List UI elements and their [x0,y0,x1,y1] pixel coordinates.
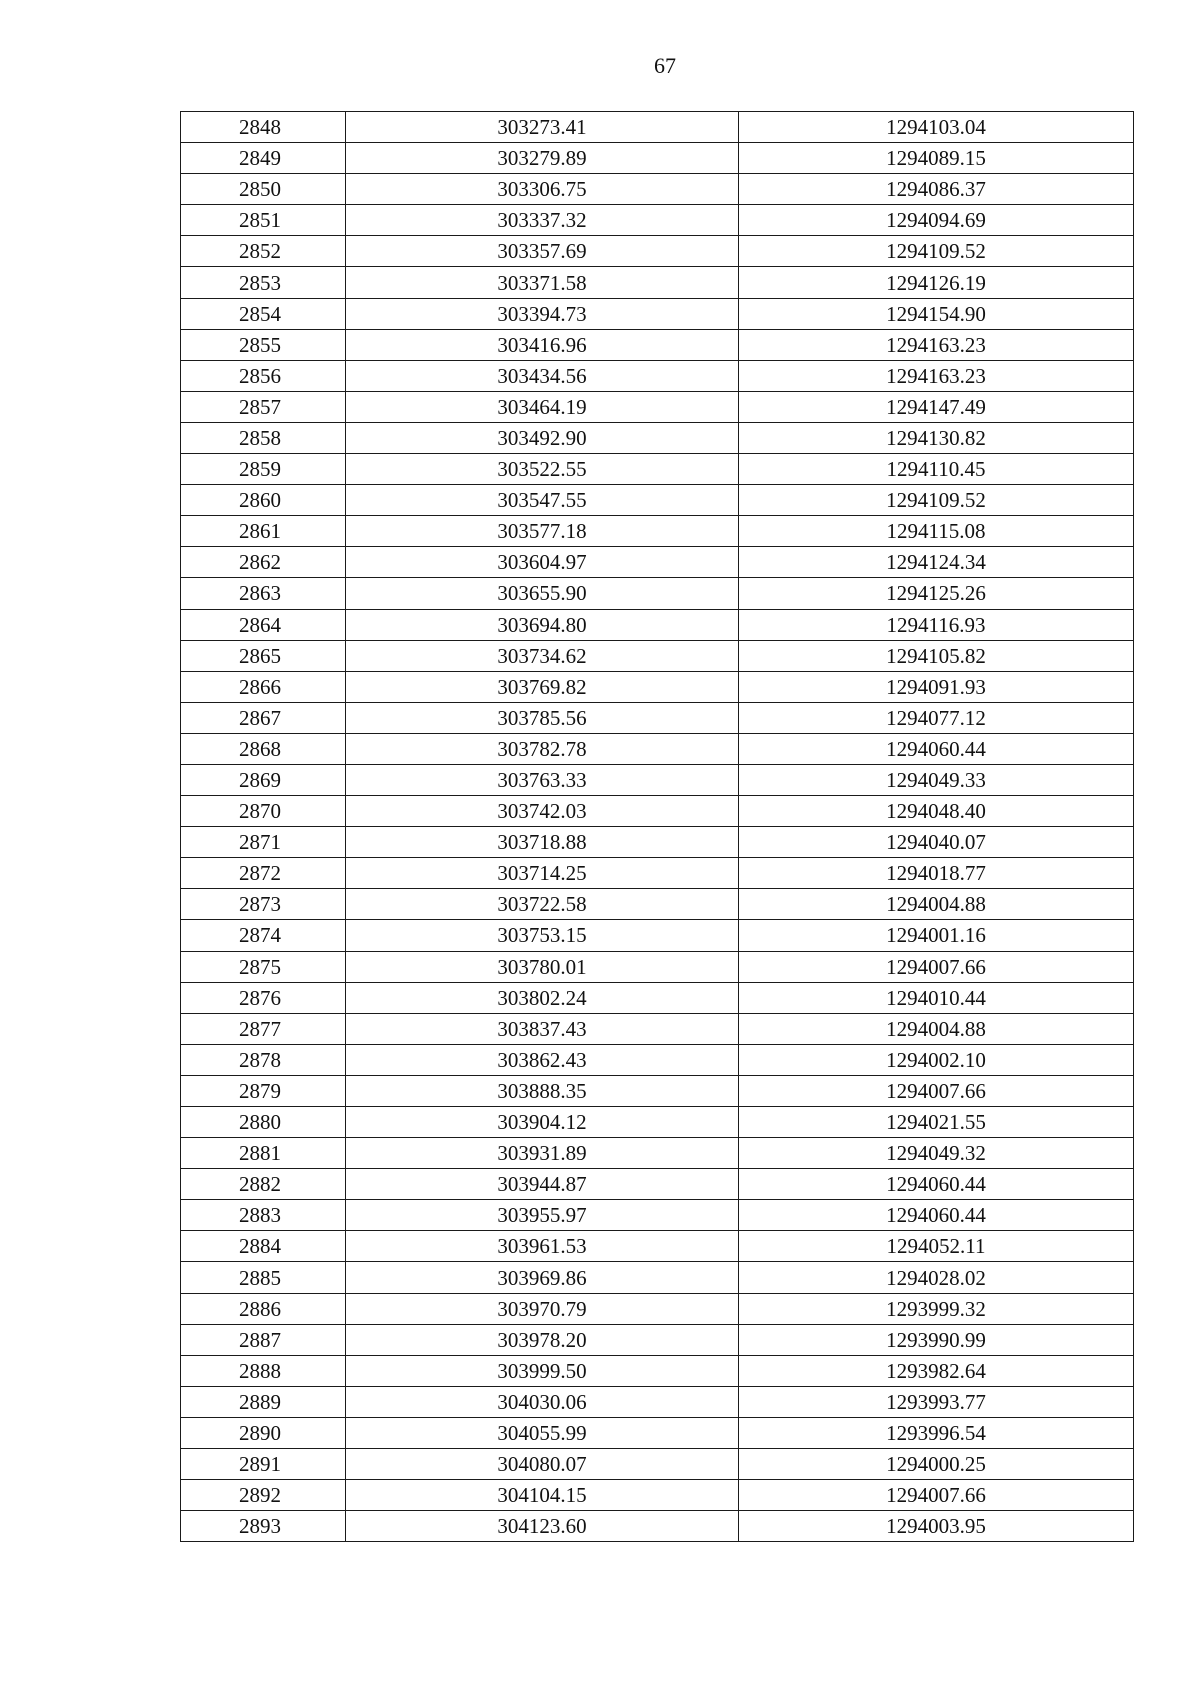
x-coordinate-cell: 303753.15 [346,920,739,951]
table-row [181,889,1134,920]
point-id-cell: 2873 [181,889,346,920]
table-row [181,1355,1134,1386]
x-coordinate-cell: 303769.82 [346,671,739,702]
table-row [181,640,1134,671]
table-row [181,391,1134,422]
x-coordinate-cell: 303492.90 [346,422,739,453]
table-row [181,1013,1134,1044]
point-id-cell: 2854 [181,298,346,329]
y-coordinate-cell: 1293990.99 [739,1324,1134,1355]
point-id-cell: 2851 [181,205,346,236]
table-row [181,1480,1134,1511]
x-coordinate-cell: 303888.35 [346,1075,739,1106]
point-id-cell: 2868 [181,733,346,764]
x-coordinate-cell: 303604.97 [346,547,739,578]
x-coordinate-cell: 303931.89 [346,1138,739,1169]
y-coordinate-cell: 1294021.55 [739,1107,1134,1138]
y-coordinate-cell: 1294049.33 [739,764,1134,795]
table-row [181,1231,1134,1262]
table-row [181,1511,1134,1542]
point-id-cell: 2853 [181,267,346,298]
y-coordinate-cell: 1294130.82 [739,422,1134,453]
table-row [181,733,1134,764]
x-coordinate-cell: 304123.60 [346,1511,739,1542]
x-coordinate-cell: 304104.15 [346,1480,739,1511]
x-coordinate-cell: 303862.43 [346,1044,739,1075]
x-coordinate-cell: 303273.41 [346,112,739,143]
table-row [181,920,1134,951]
point-id-cell: 2855 [181,329,346,360]
y-coordinate-cell: 1294007.66 [739,1075,1134,1106]
y-coordinate-cell: 1294089.15 [739,143,1134,174]
point-id-cell: 2879 [181,1075,346,1106]
y-coordinate-cell: 1293993.77 [739,1386,1134,1417]
x-coordinate-cell: 303694.80 [346,609,739,640]
table-row [181,827,1134,858]
x-coordinate-cell: 303577.18 [346,516,739,547]
point-id-cell: 2885 [181,1262,346,1293]
point-id-cell: 2852 [181,236,346,267]
point-id-cell: 2893 [181,1511,346,1542]
point-id-cell: 2870 [181,796,346,827]
table-row [181,1169,1134,1200]
point-id-cell: 2871 [181,827,346,858]
x-coordinate-cell: 303763.33 [346,764,739,795]
x-coordinate-cell: 303955.97 [346,1200,739,1231]
x-coordinate-cell: 303522.55 [346,454,739,485]
table-row [181,454,1134,485]
table-row [181,1293,1134,1324]
coordinate-table [180,111,1134,1542]
table-row [181,1075,1134,1106]
point-id-cell: 2888 [181,1355,346,1386]
point-id-cell: 2876 [181,982,346,1013]
point-id-cell: 2891 [181,1449,346,1480]
point-id-cell: 2850 [181,174,346,205]
table-row [181,796,1134,827]
table-row [181,422,1134,453]
y-coordinate-cell: 1294109.52 [739,236,1134,267]
y-coordinate-cell: 1294048.40 [739,796,1134,827]
x-coordinate-cell: 303802.24 [346,982,739,1013]
table-row [181,267,1134,298]
point-id-cell: 2864 [181,609,346,640]
point-id-cell: 2861 [181,516,346,547]
x-coordinate-cell: 303718.88 [346,827,739,858]
table-row [181,1107,1134,1138]
y-coordinate-cell: 1294116.93 [739,609,1134,640]
x-coordinate-cell: 303464.19 [346,391,739,422]
table-row [181,951,1134,982]
y-coordinate-cell: 1294103.04 [739,112,1134,143]
y-coordinate-cell: 1294004.88 [739,1013,1134,1044]
y-coordinate-cell: 1294003.95 [739,1511,1134,1542]
table-row [181,578,1134,609]
x-coordinate-cell: 303961.53 [346,1231,739,1262]
y-coordinate-cell: 1294163.23 [739,329,1134,360]
x-coordinate-cell: 303970.79 [346,1293,739,1324]
y-coordinate-cell: 1294077.12 [739,702,1134,733]
point-id-cell: 2848 [181,112,346,143]
point-id-cell: 2860 [181,485,346,516]
y-coordinate-cell: 1294000.25 [739,1449,1134,1480]
x-coordinate-cell: 303722.58 [346,889,739,920]
table-row [181,858,1134,889]
x-coordinate-cell: 303714.25 [346,858,739,889]
table-row [181,360,1134,391]
x-coordinate-cell: 303780.01 [346,951,739,982]
point-id-cell: 2877 [181,1013,346,1044]
x-coordinate-cell: 303394.73 [346,298,739,329]
y-coordinate-cell: 1293982.64 [739,1355,1134,1386]
table-row [181,1449,1134,1480]
y-coordinate-cell: 1294147.49 [739,391,1134,422]
y-coordinate-cell: 1294052.11 [739,1231,1134,1262]
table-row [181,329,1134,360]
y-coordinate-cell: 1294094.69 [739,205,1134,236]
y-coordinate-cell: 1293996.54 [739,1417,1134,1448]
point-id-cell: 2882 [181,1169,346,1200]
y-coordinate-cell: 1294126.19 [739,267,1134,298]
table-row [181,1262,1134,1293]
point-id-cell: 2863 [181,578,346,609]
point-id-cell: 2880 [181,1107,346,1138]
y-coordinate-cell: 1294110.45 [739,454,1134,485]
table-row [181,485,1134,516]
point-id-cell: 2862 [181,547,346,578]
point-id-cell: 2874 [181,920,346,951]
table-row [181,1044,1134,1075]
x-coordinate-cell: 303837.43 [346,1013,739,1044]
table-row [181,112,1134,143]
y-coordinate-cell: 1294124.34 [739,547,1134,578]
x-coordinate-cell: 303782.78 [346,733,739,764]
x-coordinate-cell: 303785.56 [346,702,739,733]
table-row [181,1200,1134,1231]
table-row [181,236,1134,267]
table-row [181,174,1134,205]
x-coordinate-cell: 303944.87 [346,1169,739,1200]
y-coordinate-cell: 1294001.16 [739,920,1134,951]
page-number: 67 [654,53,676,78]
x-coordinate-cell: 303655.90 [346,578,739,609]
point-id-cell: 2866 [181,671,346,702]
y-coordinate-cell: 1294154.90 [739,298,1134,329]
x-coordinate-cell: 303306.75 [346,174,739,205]
point-id-cell: 2881 [181,1138,346,1169]
x-coordinate-cell: 303734.62 [346,640,739,671]
table-row [181,982,1134,1013]
point-id-cell: 2878 [181,1044,346,1075]
point-id-cell: 2892 [181,1480,346,1511]
y-coordinate-cell: 1294105.82 [739,640,1134,671]
table-row [181,609,1134,640]
x-coordinate-cell: 304055.99 [346,1417,739,1448]
y-coordinate-cell: 1294115.08 [739,516,1134,547]
y-coordinate-cell: 1294010.44 [739,982,1134,1013]
x-coordinate-cell: 303337.32 [346,205,739,236]
x-coordinate-cell: 303371.58 [346,267,739,298]
x-coordinate-cell: 303904.12 [346,1107,739,1138]
point-id-cell: 2872 [181,858,346,889]
y-coordinate-cell: 1294040.07 [739,827,1134,858]
y-coordinate-cell: 1294007.66 [739,1480,1134,1511]
x-coordinate-cell: 303279.89 [346,143,739,174]
table-row [181,1324,1134,1355]
table-row [181,671,1134,702]
x-coordinate-cell: 303742.03 [346,796,739,827]
table-row [181,764,1134,795]
table-row [181,205,1134,236]
table-row [181,516,1134,547]
y-coordinate-cell: 1294060.44 [739,1200,1134,1231]
point-id-cell: 2867 [181,702,346,733]
table-row [181,1417,1134,1448]
point-id-cell: 2859 [181,454,346,485]
y-coordinate-cell: 1294163.23 [739,360,1134,391]
table-row [181,1138,1134,1169]
table-row [181,298,1134,329]
table-row [181,143,1134,174]
y-coordinate-cell: 1294109.52 [739,485,1134,516]
y-coordinate-cell: 1294086.37 [739,174,1134,205]
table-body [181,112,1134,1542]
y-coordinate-cell: 1294091.93 [739,671,1134,702]
table-row [181,547,1134,578]
point-id-cell: 2884 [181,1231,346,1262]
x-coordinate-cell: 303978.20 [346,1324,739,1355]
y-coordinate-cell: 1294002.10 [739,1044,1134,1075]
y-coordinate-cell: 1294049.32 [739,1138,1134,1169]
x-coordinate-cell: 303434.56 [346,360,739,391]
point-id-cell: 2849 [181,143,346,174]
y-coordinate-cell: 1294060.44 [739,1169,1134,1200]
y-coordinate-cell: 1294125.26 [739,578,1134,609]
point-id-cell: 2856 [181,360,346,391]
x-coordinate-cell: 303357.69 [346,236,739,267]
y-coordinate-cell: 1294007.66 [739,951,1134,982]
y-coordinate-cell: 1294060.44 [739,733,1134,764]
y-coordinate-cell: 1293999.32 [739,1293,1134,1324]
x-coordinate-cell: 304030.06 [346,1386,739,1417]
point-id-cell: 2865 [181,640,346,671]
point-id-cell: 2869 [181,764,346,795]
point-id-cell: 2887 [181,1324,346,1355]
point-id-cell: 2890 [181,1417,346,1448]
x-coordinate-cell: 304080.07 [346,1449,739,1480]
y-coordinate-cell: 1294028.02 [739,1262,1134,1293]
x-coordinate-cell: 303416.96 [346,329,739,360]
point-id-cell: 2875 [181,951,346,982]
y-coordinate-cell: 1294018.77 [739,858,1134,889]
point-id-cell: 2858 [181,422,346,453]
point-id-cell: 2883 [181,1200,346,1231]
table-row [181,702,1134,733]
y-coordinate-cell: 1294004.88 [739,889,1134,920]
x-coordinate-cell: 303547.55 [346,485,739,516]
table-row [181,1386,1134,1417]
point-id-cell: 2857 [181,391,346,422]
point-id-cell: 2889 [181,1386,346,1417]
point-id-cell: 2886 [181,1293,346,1324]
x-coordinate-cell: 303969.86 [346,1262,739,1293]
x-coordinate-cell: 303999.50 [346,1355,739,1386]
